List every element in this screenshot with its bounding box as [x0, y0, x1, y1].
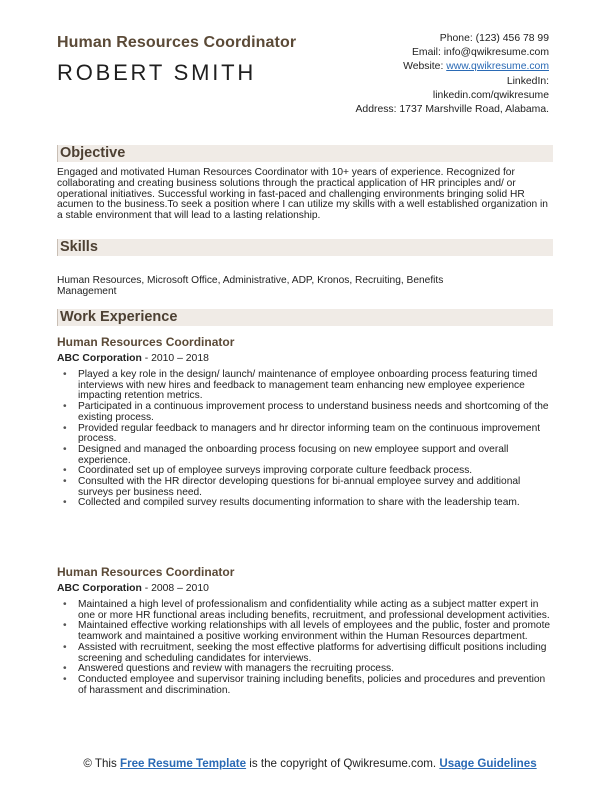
skills-heading-bar	[57, 239, 553, 256]
footer-prefix: © This	[83, 757, 120, 770]
job-1-bullet: • Played a key role in the design/ launch/ maintenance of employee onboarding process featuring timed interviews with new hires and feedback to management team enhancing new employee experience impacting retention metrics.	[57, 370, 553, 402]
job-1-bullet: • Coordinated set up of employee surveys improving corporate culture feedback process.	[57, 466, 553, 477]
job-2-bullet: • Conducted employee and supervisor training including benefits, policies and procedures and prevention of harassment and discrimination.	[57, 675, 553, 696]
objective-text: Engaged and motivated Human Resources Coordinator with 10+ years of experience. Recognized for collaborating and creating business solutions through the practical application of HR principles and/ or operational initiatives. Successful working in fast-paced and challenging environments bringing solid HR acumen to the business.To seek a position where I can utilize my skills with a well established organization in a stable environment that will lead to a lasting relationship.	[57, 167, 548, 222]
job-2-bullet: • Maintained effective working relationships with all levels of employees and the public, foster and promote teamwork and maintained a positive working environment within the Human Resources department.	[57, 621, 553, 642]
contact-email: Email: info@qwikresume.com	[411, 47, 549, 59]
skills-text: Human Resources, Microsoft Office, Administrative, ADP, Kronos, Recruiting, Benefits Management	[57, 275, 444, 297]
job-2-bullet: • Answered questions and review with managers the recruiting process.	[57, 664, 553, 675]
contact-address: Address: 1737 Marshville Road, Alabama.	[355, 104, 549, 116]
job-2-dates: - 2008 – 2010	[141, 583, 209, 594]
free-resume-template-link[interactable]: Free Resume Template	[120, 757, 247, 770]
objective-heading-bar	[57, 145, 553, 162]
job-1-role: Human Resources Coordinator	[57, 335, 235, 349]
contact-website	[319, 60, 549, 74]
job-1-bullet: • Consulted with the HR director developing questions for bi-annual employee survey and additional surveys per business need.	[57, 477, 553, 498]
job-1-company: ABC Corporation	[57, 353, 142, 364]
experience-heading-bar	[57, 309, 553, 326]
job-1-company-line	[57, 353, 209, 364]
job-1-bullet: • Collected and compiled survey results documenting information to share with the leadership team.	[57, 498, 553, 509]
job-2-bullet: • Assisted with recruitment, seeking the most effective platforms for advertising difficult positions including screening and scheduling candidates for interviews.	[57, 643, 553, 664]
contact-block	[319, 32, 549, 117]
job-1-bullet: • Participated in a continuous improvement process to understand business needs and shortcoming of the existing process.	[57, 402, 553, 423]
job-2-bullets	[57, 600, 553, 696]
contact-linkedin: linkedin.com/qwikresume	[432, 89, 549, 101]
footer-middle: is the copyright of Qwikresume.com.	[246, 757, 440, 770]
contact-phone: Phone: (123) 456 78 99	[439, 33, 549, 44]
job-2-bullet: • Maintained a high level of professionalism and confidentiality while acting as a subject matter expert in one or more HR functional areas including benefits, recruitment, and professional development activities.	[57, 600, 553, 621]
contact-linkedin-label: LinkedIn:	[506, 75, 549, 87]
objective-heading: Objective	[60, 145, 126, 161]
job-2-company-line	[57, 583, 209, 594]
usage-guidelines-link[interactable]: Usage Guidelines	[439, 757, 537, 770]
job-1-bullet: • Designed and managed the onboarding process focusing on new employee support and overall experience.	[57, 445, 553, 466]
resume-job-title: Human Resources Coordinator	[57, 34, 297, 51]
job-1-bullet: • Provided regular feedback to managers and hr director informing team on the continuous improvement process.	[57, 424, 553, 445]
website-label: Website:	[403, 61, 447, 73]
website-link[interactable]: www.qwikresume.com	[446, 61, 549, 73]
job-1-bullets	[57, 370, 553, 509]
job-2-company: ABC Corporation	[57, 583, 142, 594]
job-2-role: Human Resources Coordinator	[57, 565, 235, 579]
candidate-name: ROBERT SMITH	[57, 60, 257, 85]
skills-heading: Skills	[60, 239, 98, 255]
experience-heading: Work Experience	[60, 309, 178, 325]
copyright-footer	[80, 757, 540, 771]
job-1-dates: - 2010 – 2018	[141, 353, 209, 364]
